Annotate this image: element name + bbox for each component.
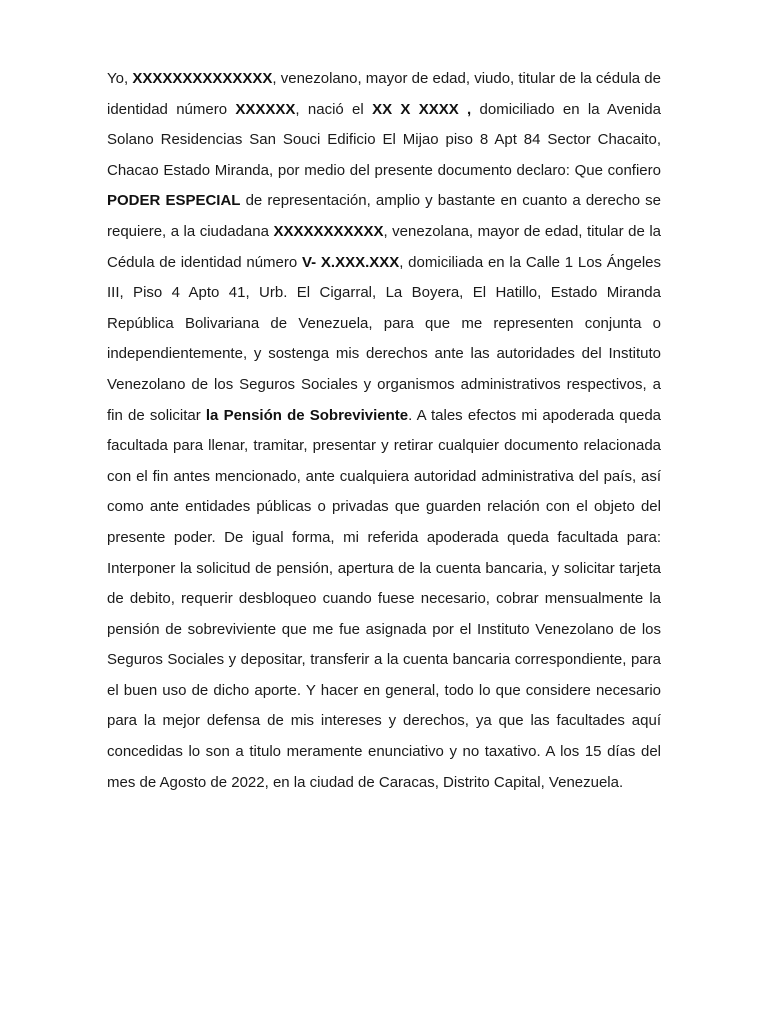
grantor-id-number: XXXXXX: [235, 100, 296, 118]
text-run: de representación, amplio y bastante en cuanto a derecho se requiere, a la ciudadana: [107, 192, 661, 240]
power-type: PODER ESPECIAL: [107, 192, 241, 210]
text-run: . A tales efectos mi apoderada queda facultada para llenar, tramitar, presentar y retirar cualquier documento relacionada con el fin antes mencionado, ante cualquiera autoridad administrativa del país, así como ante entidades públicas o privadas que guarden relación con el objeto del presente poder. De igual forma, mi referida apoderada queda facultada para: Interponer la solicitud de pensión, apertura de la cuenta bancaria, y solicitar tarjeta de debito, requerir desbloqueo cuando fuese necesario, cobrar mensualmente la pensión de sobreviviente que me fue asignada por el Instituto Venezolano de los Seguros Sociales y depositar, transferir a la cuenta bancaria correspondiente, para el buen uso de dicho aporte. Y hacer en general, todo lo que considere necesario para la mejor defensa de mis intereses y derechos, ya que las facultades aquí concedidas lo son a titulo meramente enunciativo y no taxativo. A los 15 días del mes de Agosto de 2022, en la ciudad de Caracas, Distrito Capital, Venezuela.: [107, 406, 662, 791]
text-run: , domiciliada en la Calle 1 Los Ángeles III, Piso 4 Apto 41, Urb. El Cigarral, La Boyera, El Hatillo, Estado Miranda República Bolivariana de Venezuela, para que me representen conjunta o independientemente, y sostenga mis derechos ante las autoridades del Instituto Venezolano de los Seguros Sociales y organismos administrativos respectivos, a fin de solicitar: [107, 253, 661, 424]
grantor-name: XXXXXXXXXXXXXX: [132, 70, 273, 87]
attorney-id-number: V- X.XXX.XXX: [301, 253, 400, 271]
text-run: domiciliado en la Avenida Solano Residencias San Souci Edificio El Mijao piso 8 Apt 84 Sector Chacaito, Chacao Estado Miranda, por medio del presente documento declaro: Que confiero: [107, 100, 661, 179]
attorney-name: XXXXXXXXXXX: [273, 222, 384, 240]
text-run: Yo,: [107, 70, 133, 87]
grantor-birth-date: XX X XXXX ,: [372, 100, 472, 118]
pension-type: la Pensión de Sobreviviente: [205, 406, 409, 424]
text-run: , venezolana, mayor de edad, titular de la Cédula de identidad número: [107, 222, 662, 271]
power-of-attorney-paragraph: [107, 64, 661, 798]
text-run: , venezolano, mayor de edad, viudo, titular de la cédula de identidad número: [107, 70, 661, 118]
text-run: , nació el: [295, 100, 373, 118]
